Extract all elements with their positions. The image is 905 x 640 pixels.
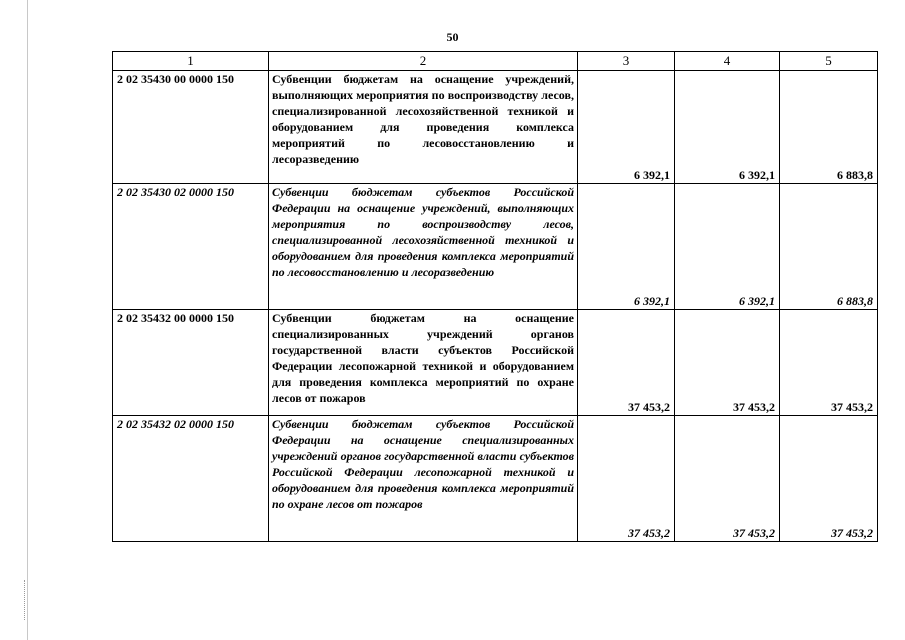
description-cell: Субвенции бюджетам субъектов Российской Федерации на оснащение учреждений, выполняющих мероприятия по воспроизводству лесов, специализированной лесохозяйственной техникой и оборудованием для проведения комплекса мероприятий по лесовосстановлению и лесоразведению xyxy=(269,184,578,310)
amount-cell-col4: 37 453,2 xyxy=(675,310,780,416)
budget-code-cell: 2 02 35430 02 0000 150 xyxy=(113,184,269,310)
scan-left-edge xyxy=(27,0,28,640)
table-header-row xyxy=(113,52,878,71)
amount-cell-col5: 37 453,2 xyxy=(780,310,878,416)
column-header-4: 4 xyxy=(675,52,780,71)
description-cell: Субвенции бюджетам на оснащение учреждений, выполняющих мероприятия по воспроизводству лесов, специализированной лесохозяйственной техникой и оборудованием для проведения комплекса мероприятий по лесовосстановлению и лесоразведению xyxy=(269,71,578,184)
table-row xyxy=(113,184,878,310)
description-cell: Субвенции бюджетам субъектов Российской Федерации на оснащение специализированных учреждений органов государственной власти субъектов Российской Федерации лесопожарной техникой и оборудованием для проведения комплекса мероприятий по охране лесов от пожаров xyxy=(269,416,578,542)
amount-cell-col3: 37 453,2 xyxy=(578,416,675,542)
budget-code-cell: 2 02 35432 00 0000 150 xyxy=(113,310,269,416)
column-header-3: 3 xyxy=(578,52,675,71)
amount-cell-col3: 6 392,1 xyxy=(578,184,675,310)
column-header-2: 2 xyxy=(269,52,578,71)
table-row xyxy=(113,71,878,184)
budget-table xyxy=(112,51,878,542)
amount-cell-col5: 6 883,8 xyxy=(780,71,878,184)
amount-cell-col5: 6 883,8 xyxy=(780,184,878,310)
description-cell: Субвенции бюджетам на оснащение специализированных учреждений органов государственной власти субъектов Российской Федерации лесопожарной техникой и оборудованием для проведения комплекса мероприятий по охране лесов от пожаров xyxy=(269,310,578,416)
table-row xyxy=(113,310,878,416)
amount-cell-col3: 37 453,2 xyxy=(578,310,675,416)
amount-cell-col3: 6 392,1 xyxy=(578,71,675,184)
column-header-5: 5 xyxy=(780,52,878,71)
table-row xyxy=(113,416,878,542)
budget-code-cell: 2 02 35432 02 0000 150 xyxy=(113,416,269,542)
amount-cell-col4: 37 453,2 xyxy=(675,416,780,542)
amount-cell-col4: 6 392,1 xyxy=(675,71,780,184)
column-header-1: 1 xyxy=(113,52,269,71)
scan-margin-marks xyxy=(24,580,29,620)
budget-code-cell: 2 02 35430 00 0000 150 xyxy=(113,71,269,184)
amount-cell-col4: 6 392,1 xyxy=(675,184,780,310)
amount-cell-col5: 37 453,2 xyxy=(780,416,878,542)
page-number: 50 xyxy=(446,30,459,44)
